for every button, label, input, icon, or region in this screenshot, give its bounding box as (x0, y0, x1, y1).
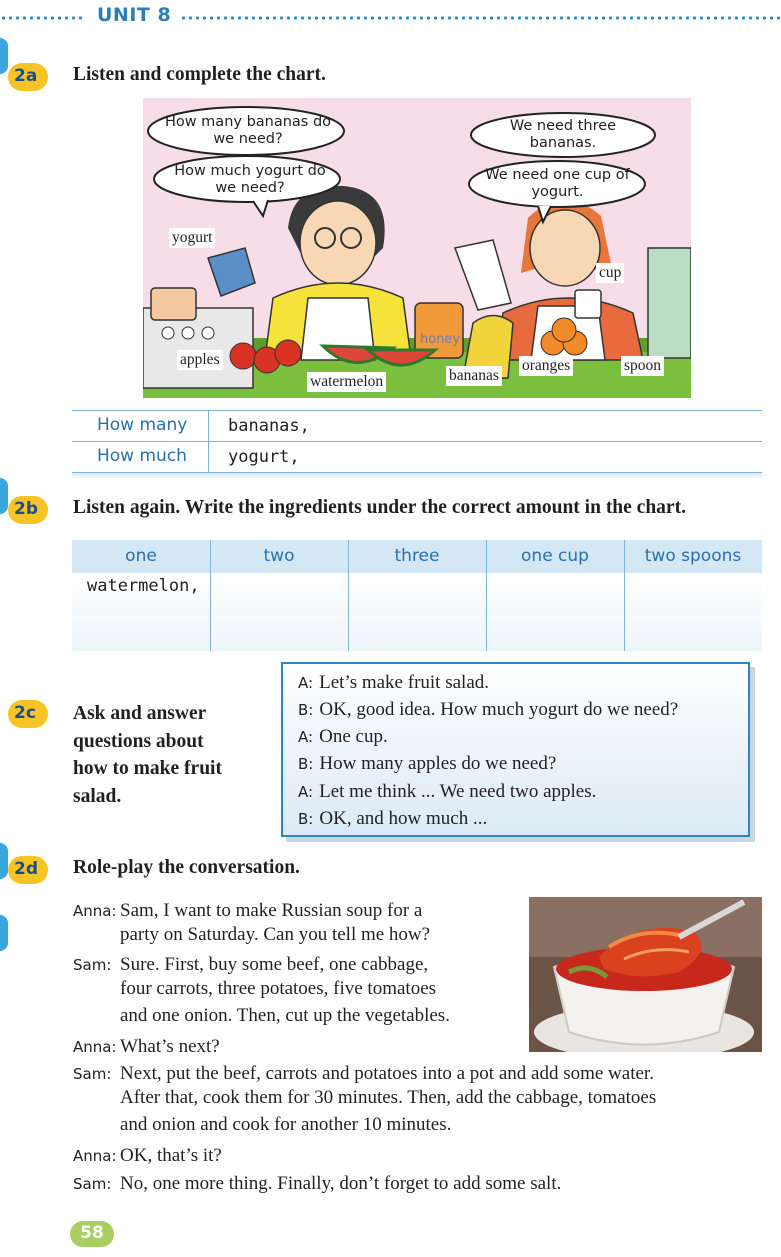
header-three: three (394, 546, 440, 566)
header-one-cup: one cup (521, 546, 589, 566)
column-divider (486, 540, 487, 651)
unit-title: UNIT 8 (97, 4, 172, 26)
header-two-spoons: two spoons (644, 546, 742, 566)
header-one: one (125, 546, 157, 566)
kitchen-illustration (143, 98, 691, 398)
conversation-line: and onion and cook for another 10 minutes. (120, 1114, 452, 1135)
instruction-2b: Listen again. Write the ingredients under the correct amount in the chart. (73, 497, 686, 518)
section-badge-2a: 2a (8, 63, 48, 91)
table-row (72, 411, 762, 442)
label-cup: cup (596, 263, 624, 283)
column-divider (624, 540, 625, 651)
section-badge-2c: 2c (8, 700, 48, 728)
instruction-line: questions about (73, 730, 204, 752)
conversation-line: Sam: No, one more thing. Finally, don’t forget to add some salt. (73, 1173, 562, 1194)
dialog-line: A: One cup. (298, 726, 388, 747)
conversation-line: party on Saturday. Can you tell me how? (120, 924, 431, 945)
speech-bubble-how-many: How many bananas do we need? (164, 114, 332, 147)
speech-bubble-how-much: How much yogurt do we need? (174, 163, 326, 196)
label-honey: honey (420, 332, 461, 347)
dialog-box-2c (281, 662, 750, 837)
instruction-2a: Listen and complete the chart. (73, 64, 326, 85)
conversation-line: After that, cook them for 30 minutes. Then, add the cabbage, tomatoes (120, 1087, 657, 1108)
label-spoon: spoon (621, 356, 664, 376)
page-number: 58 (70, 1221, 114, 1247)
table-row (72, 442, 762, 473)
header-dots-right (180, 16, 781, 20)
entry-watermelon: watermelon, (87, 576, 200, 596)
column-divider (210, 540, 211, 651)
conversation-line: Anna: What’s next? (73, 1036, 220, 1057)
instruction-2d: Role-play the conversation. (73, 857, 300, 878)
conversation-line: and one onion. Then, cut up the vegetables. (120, 1005, 450, 1026)
badge-arc-decoration (0, 38, 8, 74)
conversation-line: Anna: Sam, I want to make Russian soup for a (73, 900, 423, 921)
row-value-yogurt[interactable]: yogurt, (228, 447, 300, 467)
label-watermelon: watermelon (307, 372, 386, 392)
speech-bubble-one-cup: We need one cup of yogurt. (485, 167, 630, 200)
unit-header (0, 0, 781, 34)
conversation-line: Sam: Sure. First, buy some beef, one cabbage, (73, 954, 429, 975)
row-value-bananas[interactable]: bananas, (228, 416, 310, 436)
badge-arc-decoration (0, 843, 8, 879)
soup-image (529, 897, 762, 1052)
dialog-line: B: How many apples do we need? (298, 753, 557, 774)
chart-2a (72, 410, 762, 473)
label-oranges: oranges (519, 356, 573, 376)
instruction-line: Ask and answer (73, 703, 207, 724)
instruction-line: how to make fruit (73, 758, 222, 779)
section-badge-2b: 2b (8, 496, 48, 524)
instruction-2c (73, 700, 273, 810)
row-head-how-many: How many (72, 411, 209, 441)
conversation-line: Sam: Next, put the beef, carrots and potatoes into a pot and add some water. (73, 1063, 654, 1084)
table-shadow (72, 473, 762, 479)
dialog-line: A: Let me think ... We need two apples. (298, 781, 597, 802)
conversation-line: Anna: OK, that’s it? (73, 1145, 222, 1166)
dialog-line: A: Let’s make fruit salad. (298, 672, 489, 693)
chart-2b (72, 540, 762, 651)
header-dots-left (0, 16, 86, 20)
badge-arc-decoration (0, 915, 8, 951)
row-head-how-much: How much (72, 442, 209, 473)
dialog-line: B: OK, and how much ... (298, 808, 488, 829)
badge-arc-decoration (0, 478, 8, 514)
speech-bubble-three-bananas: We need three bananas. (509, 118, 617, 151)
label-yogurt: yogurt (169, 228, 215, 248)
instruction-line: salad. (73, 785, 122, 807)
column-divider (348, 540, 349, 651)
section-badge-2d: 2d (8, 856, 48, 884)
header-two: two (263, 546, 295, 566)
soup-photo (529, 897, 762, 1052)
label-apples: apples (177, 350, 223, 370)
conversation-line: four carrots, three potatoes, five tomatoes (120, 978, 437, 999)
label-bananas: bananas (446, 366, 502, 386)
dialog-line: B: OK, good idea. How much yogurt do we need? (298, 699, 679, 720)
